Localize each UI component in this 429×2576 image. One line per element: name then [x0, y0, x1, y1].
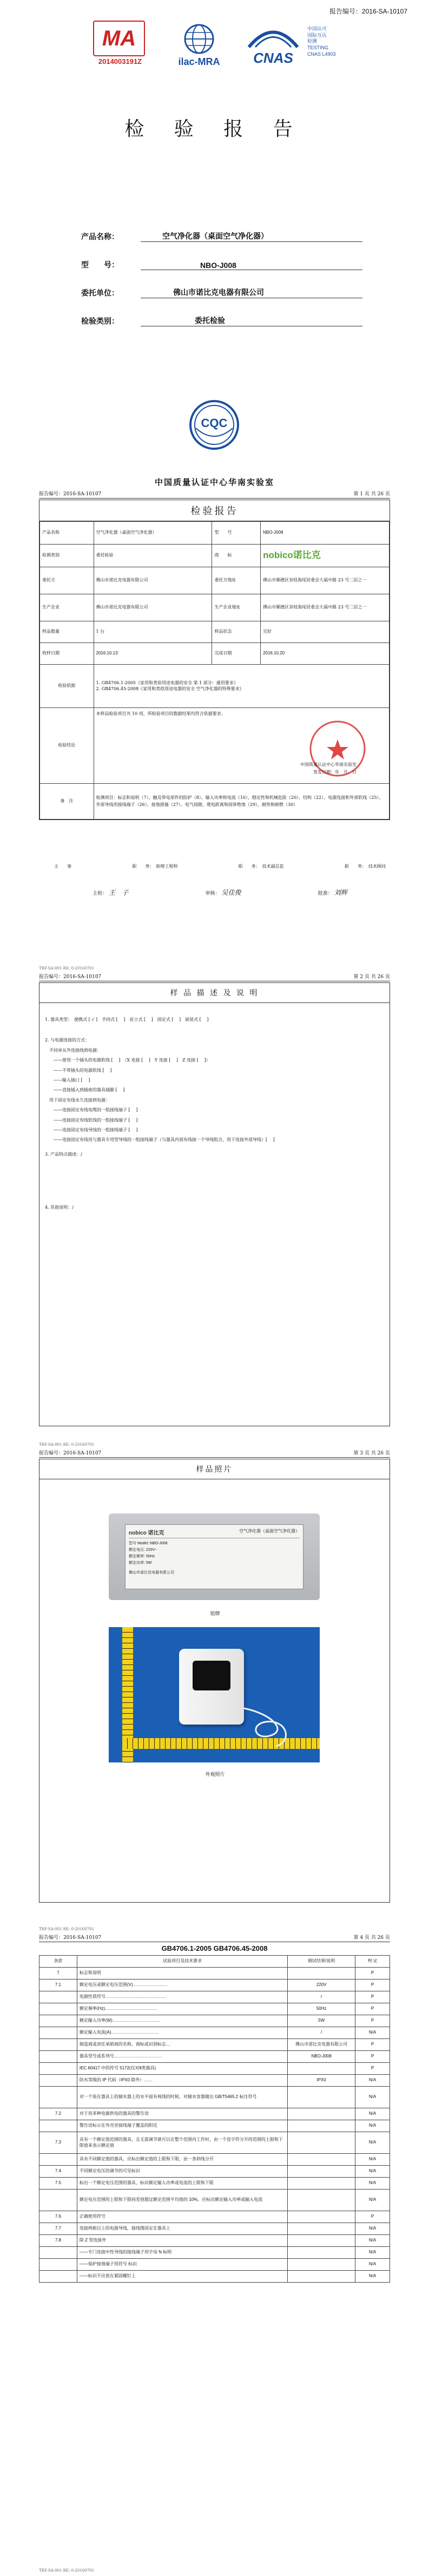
report-number-label: 报告编号：: [329, 8, 362, 15]
page2-items: 1. 器具类型： 便携式 [ √ ] 手持式 [ ] 驻立式 [ ] 固定式 [ ] 嵌装式 [ ] 2. 与电源连接的方式： 不同单从外连接线到电源： ——使用一个插头的电源软线 [ ] （X 连接 [ ] Y 连接 [ ] Z 连接 [ ]） ——不带插头的电源软线 [ ] ——输入插口 [ ] ——直接插入到插座的器具插脚 [ ] 用于固定布线永久连接到电源： ——连接固定布线电缆的一组接线端子 [ ] ——连接固定布线软线的一组接线端子 [ ] ——连接固定布线导线的一组接线端子 [ ] ——连接固定布线用与器具专用型导线的一组接线端子（与器具内部布线接一个导线组合，用于连接外部导线）[ ] 3. 产品特点描述：/ 4. 其他说明：/: [45, 1017, 275, 1210]
table-row: [39, 2015, 390, 2027]
nameplate-caption: 铭牌: [210, 1611, 220, 1617]
table-row: [39, 2120, 390, 2132]
cell-result: [288, 2247, 355, 2259]
cell-clause: [39, 2003, 77, 2015]
cell-result: [288, 2271, 355, 2283]
cell-result: [288, 2154, 355, 2166]
cell-text: 具有不同额定值的器具，应标出额定值的上限和下限，由一条斜线分开: [77, 2154, 287, 2166]
cell-text: 正确使用符号: [77, 2211, 287, 2223]
nameplate-specs: 型号 Model: NBO-J008 额定电压: 220V~ 额定频率: 50Hz 额定功率: 5W: [129, 1542, 168, 1565]
cell-result: 5W: [288, 2015, 355, 2027]
cell-verdict: N/A: [355, 2235, 390, 2247]
cell-clause: 7.6: [39, 2211, 77, 2223]
page4-standard-title: GB4706.1-2005 GB4706.45-2008: [161, 1944, 268, 1952]
cell-clause: [39, 2039, 77, 2051]
cell-verdict: P: [355, 2039, 390, 2051]
cnas-arc-icon: [243, 23, 303, 50]
cell-result: [288, 2211, 355, 2223]
page1-info-table: [39, 521, 390, 820]
cell-verdict: N/A: [355, 2120, 390, 2132]
cell-clause: 7.3: [39, 2132, 77, 2154]
cell-text: 额定输入电流(A)……………………………: [77, 2027, 287, 2039]
page-2: [0, 966, 429, 1443]
cell-result: [288, 2120, 355, 2132]
table-row: [39, 1991, 390, 2003]
cnas-side-text: 中国认可 国际互认 检测 TESTING CNAS L4903: [307, 26, 336, 57]
cell-text: 具有一个额定值范围的器具，且无需调节就可以在整个范围内工作时，由一个连字符分开的范围的上限和下限值来表示额定值: [77, 2132, 287, 2154]
cell-verdict: N/A: [355, 2247, 390, 2259]
table-row: [39, 2235, 390, 2247]
table-row: [39, 2075, 390, 2087]
cell-clause: [39, 2063, 77, 2075]
cell-text: IEC 60417 中的符号 5172(仅对Ⅱ类器具): [77, 2063, 287, 2075]
cell-text: 额定频率(Hz)………………………………: [77, 2003, 287, 2015]
table-row: 委托方 佛山市诺比克电器有限公司 委托方地址 佛山市顺德区容桂海尾居委会大福中路 23 号二层之一: [40, 567, 390, 594]
table-row: 检测类别 委托检验 商 标 nobico诺比克: [40, 545, 390, 567]
cell-verdict: P: [355, 1979, 390, 1991]
table-row: [39, 2132, 390, 2154]
cell-verdict: N/A: [355, 2154, 390, 2166]
cell-verdict: N/A: [355, 2259, 390, 2271]
cell-text: 额定电压范围的上限和下限间差别超过额定范围平均值的 10%，应标出额定输入功率或输入电流: [77, 2190, 287, 2211]
cover-field-client: 委托单位： 佛山市诺比克电器有限公司: [81, 270, 362, 298]
table-row: 产品名称 空气净化器（桌面空气净化器） 型 号 NBO-J008: [40, 522, 390, 545]
cnas-text: CNAS: [253, 50, 293, 66]
page1-signatures: 主检： 王 子 审核： 吴佳俊 批准： 刘辉: [93, 889, 347, 896]
table-row: [39, 2003, 390, 2015]
table-header-row: 条款 试验项目及技术要求 测试结果/说明 判 定: [39, 1956, 390, 1968]
cqc-text: CQC: [201, 416, 228, 430]
table-row: [39, 2271, 390, 2283]
table-row: 收样日期 2016.10.13 完成日期 2016.10.20: [40, 643, 390, 665]
cell-result: [288, 2178, 355, 2190]
cell-verdict: N/A: [355, 2190, 390, 2211]
appearance-caption: 外观照片: [205, 1772, 225, 1778]
cell-text: 电源性质符号……………………………………: [77, 1991, 287, 2003]
cell-clause: [39, 2271, 77, 2283]
cell-result: /: [288, 2027, 355, 2039]
page1-sign-titles: 主 事 职 务： 助理工程师 职 务： 技术副总监 职 务： 技术顾问: [54, 864, 386, 869]
cable-icon: [109, 1627, 320, 1762]
cell-verdict: P: [355, 2063, 390, 2075]
cover-fields: [81, 214, 362, 326]
cell-text: 除 Z 型连接外: [77, 2235, 287, 2247]
ilac-text: ilac-MRA: [178, 56, 220, 67]
cell-text: 制造商或责任承销商的名称、商标或识别标志…: [77, 2039, 287, 2051]
table-row: [39, 2190, 390, 2211]
cell-verdict: P: [355, 2015, 390, 2027]
page-3: [0, 1443, 429, 1919]
table-row: 样品数量 1 台 样品状态 完好: [40, 621, 390, 643]
cover-field-model: 型 号： NBO-J008: [81, 242, 362, 270]
cell-clause: [39, 2247, 77, 2259]
nameplate-title: 空气净化器（桌面空气净化器）: [239, 1529, 300, 1533]
globe-icon: [172, 23, 226, 55]
cell-text: 标志和说明: [77, 1968, 287, 1979]
cell-verdict: N/A: [355, 2132, 390, 2154]
cell-result: [288, 2087, 355, 2108]
cell-text: 标出一个额定电压范围的器具，标识额定输入功率或电流的上限和下限: [77, 2178, 287, 2190]
cell-clause: [39, 2027, 77, 2039]
stamp-lab: 中国质量认证中心华南实验室: [300, 762, 357, 767]
table-row: [39, 2051, 390, 2063]
table-row: [39, 2154, 390, 2166]
table-row: 生产企业 佛山市诺比克电器有限公司 生产企业地址 佛山市顺德区容桂海尾居委会大福中路 23 号二层之一: [40, 594, 390, 621]
page2-frame: [39, 982, 390, 1426]
table-row: 备 注 检测项目：标志和说明（7）、触及带电部件的防护（8）、输入功率和电流（10）、稳定性和机械危险（20）、结构（22）、电源连接和外部软线（25）、外部导线用接线端子（26）、接地措施（27）、电气间隙、爬电距离和固体绝缘（29）、耐热和耐燃（30）: [40, 784, 390, 820]
table-row: 检验结论 本样品检验项目共 10 项，所检验项目的数据结果均符合依据要求。 中国质量认证中心华南实验室 签发日期：年 月 日: [40, 708, 390, 784]
cell-verdict: N/A: [355, 2075, 390, 2087]
cell-clause: [39, 2051, 77, 2063]
page3-frame: [39, 1459, 390, 1903]
cell-result: [288, 2223, 355, 2235]
table-row: [39, 2039, 390, 2051]
cell-text: 连接两根以上的电源导线，接线图固定在器具上: [77, 2223, 287, 2235]
nameplate-label: [125, 1524, 303, 1589]
ilac-logo: [172, 23, 226, 71]
brand-logo: nobico诺比克: [263, 550, 321, 561]
cell-verdict: N/A: [355, 2178, 390, 2190]
test-results-body: [39, 1968, 390, 2283]
cell-clause: [39, 2120, 77, 2132]
cell-result: NBO-J008: [288, 2051, 355, 2063]
form-code: TRF-SA-001 RE: 0-20160701: [39, 1443, 95, 1447]
cell-clause: [39, 2154, 77, 2166]
cell-verdict: N/A: [355, 2108, 390, 2120]
table-row: [39, 1979, 390, 1991]
cell-verdict: N/A: [355, 2027, 390, 2039]
cell-text: 防水等级的 IP 代码（IPX0 除外）……: [77, 2075, 287, 2087]
table-row: [39, 2108, 390, 2120]
cell-clause: 7: [39, 1968, 77, 1979]
cell-clause: 7.7: [39, 2223, 77, 2235]
cell-result: 佛山市诺比克电器有限公司: [288, 2039, 355, 2051]
cell-verdict: P: [355, 2211, 390, 2223]
cell-verdict: P: [355, 2051, 390, 2063]
cell-clause: [39, 2259, 77, 2271]
cell-text: 警告语标示在外壳旁接线端子覆盖的附近: [77, 2120, 287, 2132]
nameplate-company: 佛山市诺比克电器有限公司: [129, 1570, 174, 1575]
cma-logo: [93, 21, 147, 67]
cell-text: ——专门连接中性导线的接线端子用字母 N 标明: [77, 2247, 287, 2259]
cell-result: [288, 2190, 355, 2211]
page3-header-line: 报告编号：2016-SA-10107 第 3 页 共 26 页: [39, 1449, 390, 1458]
cell-clause: [39, 2075, 77, 2087]
nameplate-brand: nobico 诺比克: [129, 1530, 164, 1536]
table-row: [39, 2259, 390, 2271]
cell-verdict: P: [355, 2003, 390, 2015]
cell-text: ——保护接地端子用符号 标识: [77, 2259, 287, 2271]
cell-clause: 7.5: [39, 2178, 77, 2190]
cell-clause: 7.4: [39, 2166, 77, 2178]
cell-result: [288, 2235, 355, 2247]
cell-verdict: N/A: [355, 2223, 390, 2235]
cell-result: 50Hz: [288, 2003, 355, 2015]
report-number-value: 2016-SA-10107: [361, 8, 407, 15]
cover-field-product: 产品名称： 空气净化器（桌面空气净化器）: [81, 214, 362, 242]
cover-field-category: 检验类别： 委托检验: [81, 298, 362, 326]
cell-result: [288, 2166, 355, 2178]
cell-result: [288, 2063, 355, 2075]
cell-text: 不同额定电压的调节的可见标识: [77, 2166, 287, 2178]
cell-text: 额定电压或额定电压范围(V)……………………: [77, 1979, 287, 1991]
table-row: [39, 2063, 390, 2075]
table-row: [39, 2027, 390, 2039]
cma-logo-text: MA: [102, 26, 136, 50]
form-code-bottom: TRF-SA-001 RE: 0-20160701: [39, 2568, 95, 2573]
cell-verdict: N/A: [355, 2166, 390, 2178]
table-row: [39, 2247, 390, 2259]
cell-result: [288, 2132, 355, 2154]
cover-lab-name: 中国质量认证中心华南实验室: [154, 477, 274, 487]
form-code: TRF-SA-001 RE: 0-20160701: [39, 966, 95, 971]
page2-header-line: 报告编号：2016-SA-10107 第 2 页 共 26 页: [39, 973, 390, 981]
cell-clause: [39, 2190, 77, 2211]
cnas-logo: [243, 23, 346, 74]
cell-clause: 7.2: [39, 2108, 77, 2120]
cell-verdict: N/A: [355, 2087, 390, 2108]
page1-frame: [39, 500, 390, 820]
cell-result: [288, 2259, 355, 2271]
table-row: [39, 2166, 390, 2178]
table-row: [39, 2223, 390, 2235]
page2-title: 样 品 描 述 及 说 明: [39, 983, 390, 1003]
cell-result: [288, 2108, 355, 2120]
cell-text: 对于用多种电源供电的器具的警告语: [77, 2108, 287, 2120]
cell-text: ——标识不应放在紧固螺钉上: [77, 2271, 287, 2283]
nameplate-photo: [109, 1513, 320, 1600]
cell-result: /: [288, 1991, 355, 2003]
cell-clause: 7.8: [39, 2235, 77, 2247]
page4-header-line: 报告编号：2016-SA-10107 第 4 页 共 26 页: [39, 1933, 390, 1942]
table-row: [39, 2211, 390, 2223]
table-row: 检验依据 1. GB4706.1-2005《家用和类似用途电器的安全 第 1 部分：通用要求》 2. GB4706.45-2008《家用和类似用途电器的安全 空气净化器的特殊要求》: [40, 665, 390, 708]
form-code: TRF-SA-001 RE: 0-20160701: [39, 1927, 95, 1931]
cover-report-number: [329, 6, 407, 16]
cell-text: 器具型号或系列号……………………………: [77, 2051, 287, 2063]
cqc-logo: [187, 398, 241, 452]
cell-clause: [39, 2015, 77, 2027]
cell-clause: [39, 1991, 77, 2003]
page-4: [0, 1927, 429, 2576]
appearance-photo: [109, 1627, 320, 1762]
page1-header-line: 报告编号：2016-SA-10107 第 1 页 共 26 页: [39, 490, 390, 499]
cma-code: 2014003191Z: [98, 57, 142, 65]
stamp-date: 签发日期：年 月 日: [313, 770, 357, 775]
cell-verdict: P: [355, 1991, 390, 2003]
table-row: [39, 2178, 390, 2190]
page-1: [0, 490, 429, 966]
table-row: [39, 2087, 390, 2108]
cell-result: IPX0: [288, 2075, 355, 2087]
cover-title: 检 验 报 告: [124, 118, 305, 140]
cell-verdict: P: [355, 1968, 390, 1979]
cell-clause: 7.1: [39, 1979, 77, 1991]
page3-title: 样品照片: [39, 1459, 390, 1479]
cell-clause: [39, 2087, 77, 2108]
test-results-table: [39, 1955, 390, 2283]
cell-text: 额定输入功率(W)……………………………: [77, 2015, 287, 2027]
cell-result: [288, 1968, 355, 1979]
table-row: [39, 1968, 390, 1979]
cell-result: 220V: [288, 1979, 355, 1991]
page1-title: 检验报告: [39, 500, 390, 521]
cell-verdict: N/A: [355, 2271, 390, 2283]
cell-text: 对一个装在器具上的储水器上的水平面有视线的时候，对储水容器做出 GB/T5465.2 标注符号: [77, 2087, 287, 2108]
